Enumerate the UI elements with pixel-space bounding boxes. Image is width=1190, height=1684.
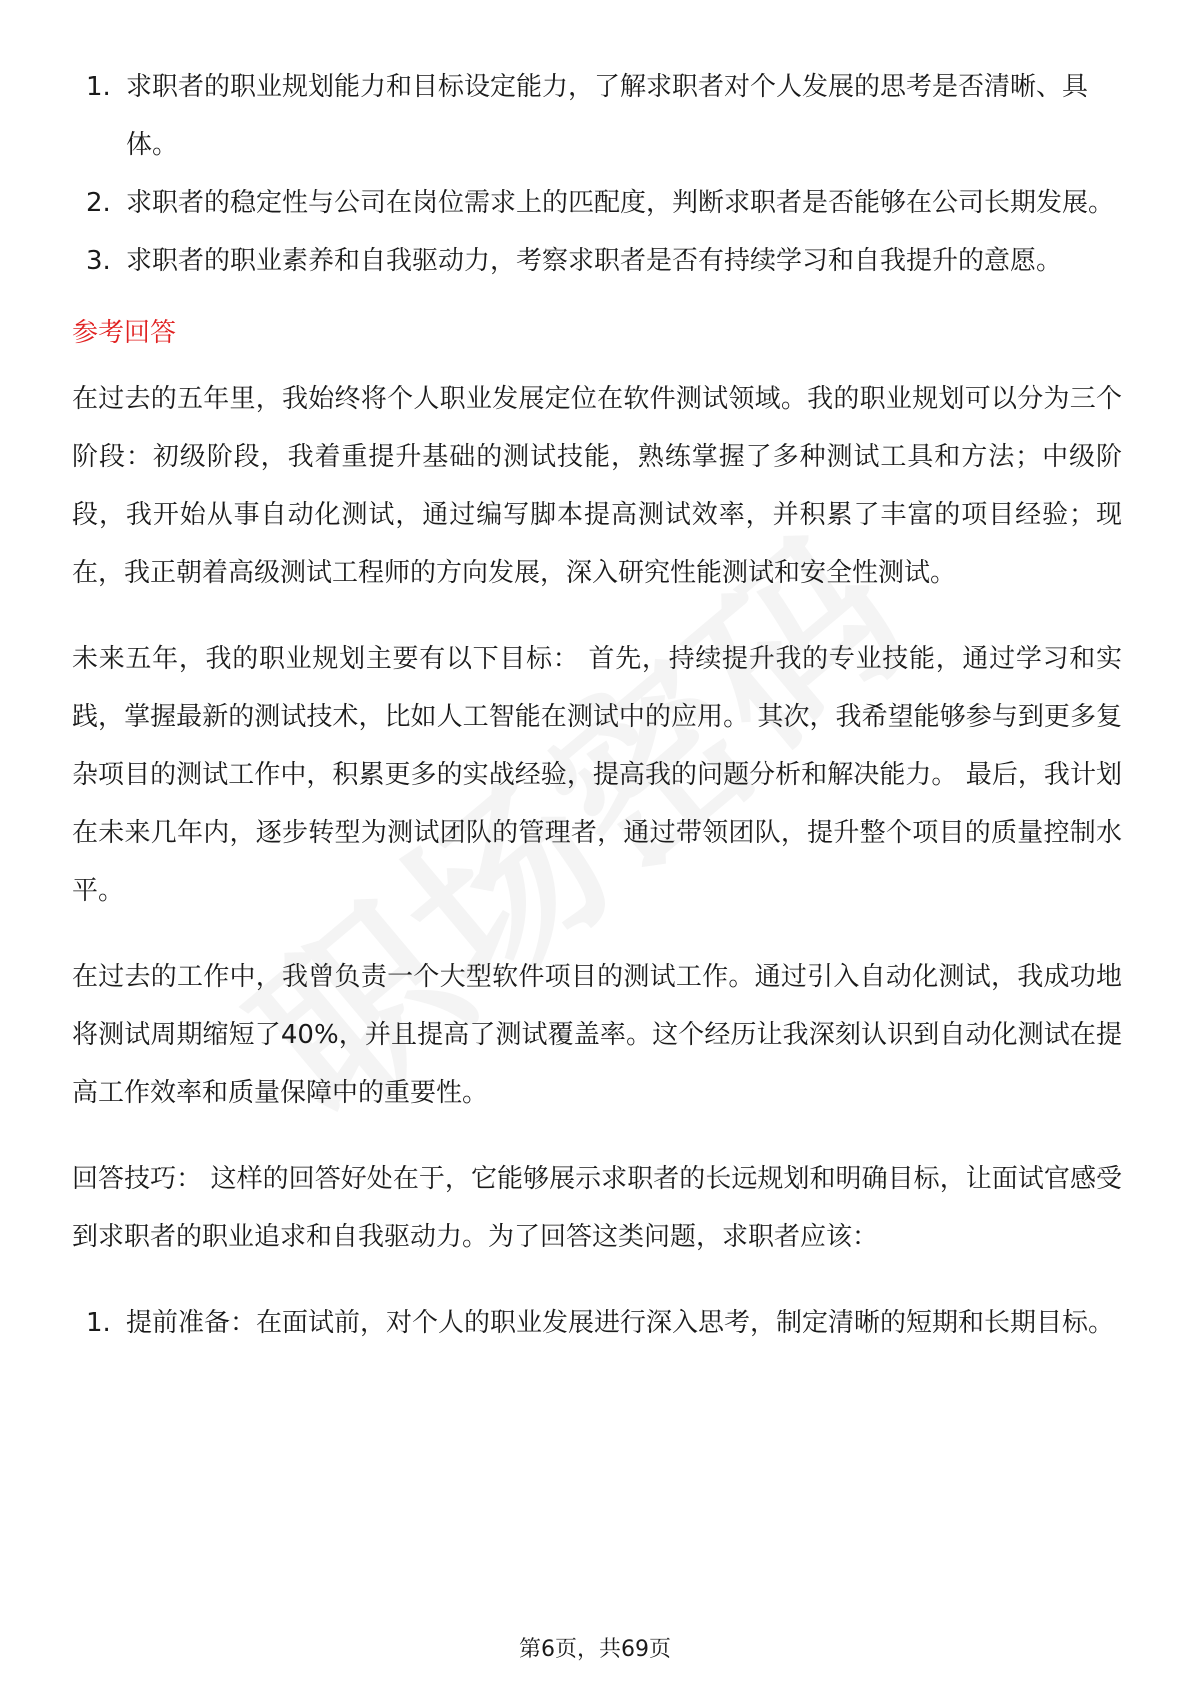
list-text: 求职者的职业规划能力和目标设定能力，了解求职者对个人发展的思考是否清晰、具体。 (126, 72, 1089, 160)
list-number: 1. (86, 1308, 111, 1338)
list-text: 求职者的职业素养和自我驱动力，考察求职者是否有持续学习和自我提升的意愿。 (126, 246, 1063, 276)
page-number-footer: 第6页，共69页 (519, 1637, 671, 1662)
list-number: 1. (86, 72, 111, 102)
document-page (72, 58, 1122, 1352)
paragraph: 未来五年，我的职业规划主要有以下目标： 首先，持续提升我的专业技能，通过学习和实践，掌握最新的测试技术，比如人工智能在测试中的应用。 其次，我希望能够参与到更多复杂项目的测试工作中，积累更多的实战经验，提高我的问题分析和解决能力。 最后，我计划在未来几年内，逐步转型为测试团队的管理者，通过带领团队，提升整个项目的质量控制水平。 (72, 644, 1122, 906)
paragraph: 在过去的工作中，我曾负责一个大型软件项目的测试工作。通过引入自动化测试，我成功地将测试周期缩短了40%，并且提高了测试覆盖率。这个经历让我深刻认识到自动化测试在提高工作效率和质量保障中的重要性。 (72, 962, 1122, 1108)
tips-list (72, 1294, 1122, 1352)
criteria-list (72, 58, 1122, 290)
list-number: 2. (86, 188, 111, 218)
list-text: 提前准备：在面试前，对个人的职业发展进行深入思考，制定清晰的短期和长期目标。 (126, 1308, 1115, 1338)
list-item (72, 58, 1122, 174)
list-number: 3. (86, 246, 111, 276)
list-text: 求职者的稳定性与公司在岗位需求上的匹配度，判断求职者是否能够在公司长期发展。 (126, 188, 1115, 218)
list-item (72, 174, 1122, 232)
paragraph: 在过去的五年里，我始终将个人职业发展定位在软件测试领域。我的职业规划可以分为三个阶段：初级阶段，我着重提升基础的测试技能，熟练掌握了多种测试工具和方法；中级阶段，我开始从事自动化测试，通过编写脚本提高测试效率，并积累了丰富的项目经验；现在，我正朝着高级测试工程师的方向发展，深入研究性能测试和安全性测试。 (72, 384, 1122, 588)
list-item (72, 1294, 1122, 1352)
list-item (72, 232, 1122, 290)
section-heading: 参考回答 (72, 318, 177, 348)
paragraph: 回答技巧： 这样的回答好处在于，它能够展示求职者的长远规划和明确目标，让面试官感受到求职者的职业追求和自我驱动力。为了回答这类问题，求职者应该： (72, 1164, 1122, 1252)
